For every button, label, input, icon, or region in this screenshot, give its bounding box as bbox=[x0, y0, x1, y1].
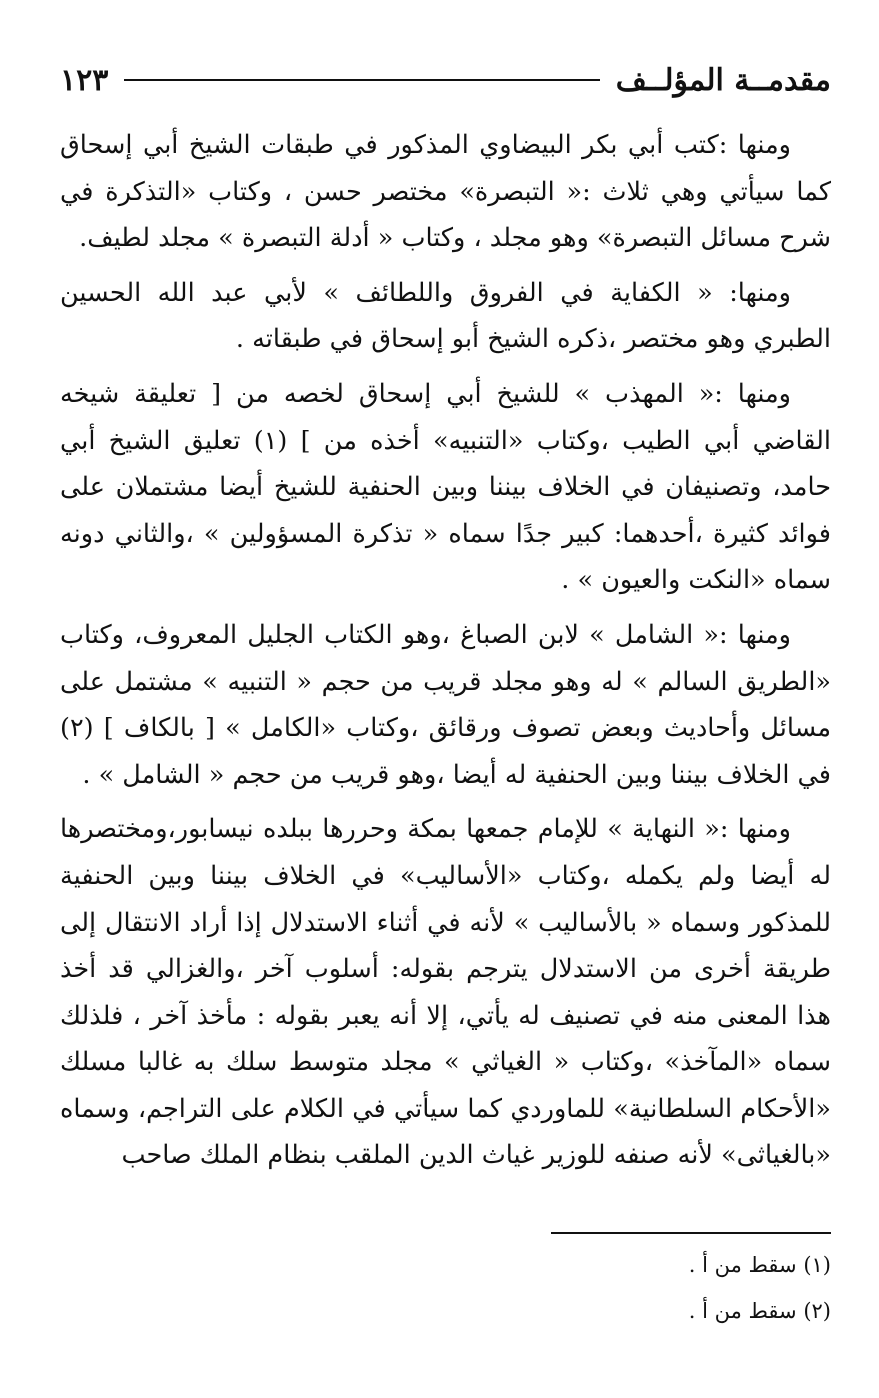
footnote: (٢) سقط من أ . bbox=[688, 1299, 831, 1323]
paragraph: ومنها :« المهذب » للشيخ أبي إسحاق لخصه من [ تعليقة شيخه القاضي أبي الطيب ،وكتاب «التنبيه» أخذه من ] (١) تعليق الشيخ أبي حامد، وتصنيفان في الخلاف بيننا وبين الحنفية للشيخ أيضا مشتملان على فوائد كثيرة ،أحدهما: كبير جدًا سماه « تذكرة المسؤولين » ،والثاني دونه سماه «النكت والعيون » . bbox=[60, 378, 831, 596]
paragraph: ومنها: « الكفاية في الفروق واللطائف » لأبي عبد الله الحسين الطبري وهو مختصر ،ذكره الشيخ أبو إسحاق في طبقاته . bbox=[60, 277, 831, 355]
paragraph: ومنها :« الشامل » لابن الصباغ ،وهو الكتاب الجليل المعروف، وكتاب «الطريق السالم » له وهو مجلد قريب من حجم « التنبيه » مشتمل على مسائل وأحاديث وبعض تصوف ورقائق ،وكتاب «الكامل » [ بالكاف ] (٢) في الخلاف بيننا وبين الحنفية له أيضا ،وهو قريب من حجم « الشامل » . bbox=[60, 619, 831, 790]
paragraph: ومنها :كتب أبي بكر البيضاوي المذكور في طبقات الشيخ أبي إسحاق كما سيأتي وهي ثلاث :« التبصرة» مختصر حسن ، وكتاب «التذكرة في شرح مسائل التبصرة» وهو مجلد ، وكتاب « أدلة التبصرة » مجلد لطيف. bbox=[60, 130, 831, 254]
header-title: مقدمــة المؤلــف bbox=[615, 62, 831, 98]
header-rule bbox=[124, 79, 599, 81]
footnote: (١) سقط من أ . bbox=[688, 1253, 831, 1277]
footnotes bbox=[60, 1242, 831, 1334]
page-number: ١٢٣ bbox=[60, 62, 109, 98]
running-header bbox=[60, 58, 831, 102]
paragraph: ومنها :« النهاية » للإمام جمعها بمكة وحررها ببلده نيسابور،ومختصرها له أيضا ولم يكمله ،وكتاب «الأساليب» في الخلاف بيننا وبين الحنفية للمذكور وسماه « بالأساليب » لأنه في أثناء الاستدلال إذا أراد الانتقال إلى طريقة أخرى من الاستدلال يترجم بقوله: أسلوب آخر ،والغزالي قد أخذ هذا المعنى منه في تصنيف له يأتي، إلا أنه يعبر بقوله : مأخذ آخر ، فلذلك سماه «المآخذ» ،وكتاب « الغياثي » مجلد متوسط سلك به غالبا مسلك «الأحكام السلطانية» للماوردي كما سيأتي في الكلام على التراجم، وسماه «بالغياثى» لأنه صنفه للوزير غياث الدين الملقب بنظام الملك صاحب bbox=[60, 814, 831, 1171]
main-text bbox=[60, 122, 831, 1187]
footnote-separator bbox=[551, 1232, 831, 1234]
